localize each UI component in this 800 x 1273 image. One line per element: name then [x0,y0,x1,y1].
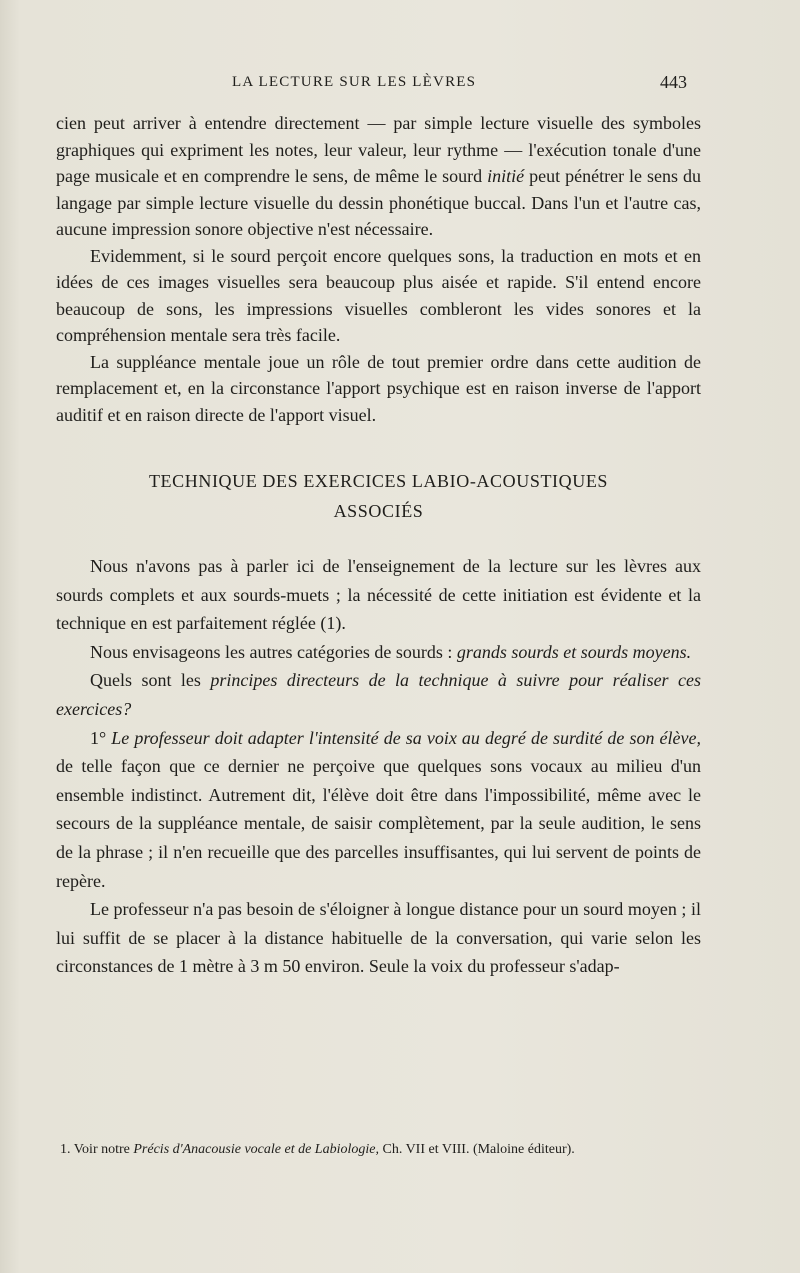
paragraph-5-text: Nous envisageons les autres catégories de sourds : [90,641,457,662]
paragraph-2: Evidemment, si le sourd perçoit encore quelques sons, la traduction en mots et en idées de ces images visuelles sera beaucoup plus aisée et rapide. S'il entend encore beaucoup de sons, les impressions visuelles combleront les vides sonores et la compréhension mentale sera très facile. [56,245,701,345]
paragraph-6-text: Quels sont les [90,670,211,691]
paragraph-6 [56,666,701,723]
paragraph-7-italic: Le professeur doit adapter l'intensité de sa voix au degré de surdité de son élève, [111,727,701,748]
paragraph-5-italic: grands sourds et sourds moyens. [456,641,692,662]
body-text [56,110,701,981]
page-number: 443 [660,72,687,92]
paragraph-1 [56,110,701,243]
section-heading [56,466,701,526]
section-body [56,552,701,981]
paragraph-5 [56,638,701,667]
paragraph-3: La suppléance mentale joue un rôle de tout premier ordre dans cette audition de remplacement et, en la circonstance l'apport psychique est en raison inverse de l'apport auditif et en raison directe de l'apport visuel. [56,351,701,425]
paragraph-8: Le professeur n'a pas besoin de s'éloigner à longue distance pour un sourd moyen ; il lui suffit de se placer à la distance habituelle de la conversation, qui varie selon les circonstances de 1 mètre à 3 m 50 environ. Seule la voix du professeur s'adap- [56,899,701,977]
footnote-end: Ch. VII et VIII. (Maloine éditeur). [378,1142,575,1157]
paragraph-1-text: cien peut arriver à entendre directement — par simple lecture visuelle des symboles graphiques qui expriment les notes, leur valeur, leur rythme — l'exécution tonale d'une page musicale et en comprendre le sens, de même le sourd [56,113,701,186]
paragraph-7-number: 1° [90,727,112,748]
page-header [0,72,800,96]
paragraph-6-italic: principes directeurs de la technique à suivre pour réaliser ces exercices? [56,670,701,719]
section-heading-line-1: TECHNIQUE DES EXERCICES LABIO-ACOUSTIQUES [148,471,609,491]
running-title: LA LECTURE SUR LES LÈVRES [232,74,477,90]
section-heading-line-2: ASSOCIÉS [333,501,424,521]
paragraph-7 [56,724,701,896]
footnote [60,1140,700,1159]
paragraph-1-italic: initié [487,166,525,186]
paragraph-7-end: de telle façon que ce dernier ne perçoive que quelques sons vocaux au milieu d'un ensemble indistinct. Autrement dit, l'élève doit être dans l'impossibilité, même avec le secours de la suppléance mentale, de saisir complètement, par la seule audition, le sens de la phrase ; il n'en recueille que des parcelles insuffisantes, qui lui servent de points de repère. [56,756,701,891]
paragraph-1-end: peut pénétrer le sens du langage par simple lecture visuelle du dessin phonétique buccal. Dans l'un et l'autre cas, aucune impression sonore objective n'est nécessaire. [56,166,702,239]
footnote-text: 1. Voir notre [60,1142,134,1157]
footnote-italic-title: Précis d'Anacousie vocale et de Labiologie, [133,1142,379,1157]
paragraph-4: Nous n'avons pas à parler ici de l'enseignement de la lecture sur les lèvres aux sourds complets et aux sourds-muets ; la nécessité de cette initiation est évidente et la technique en est parfaitement réglée (1). [56,556,701,634]
